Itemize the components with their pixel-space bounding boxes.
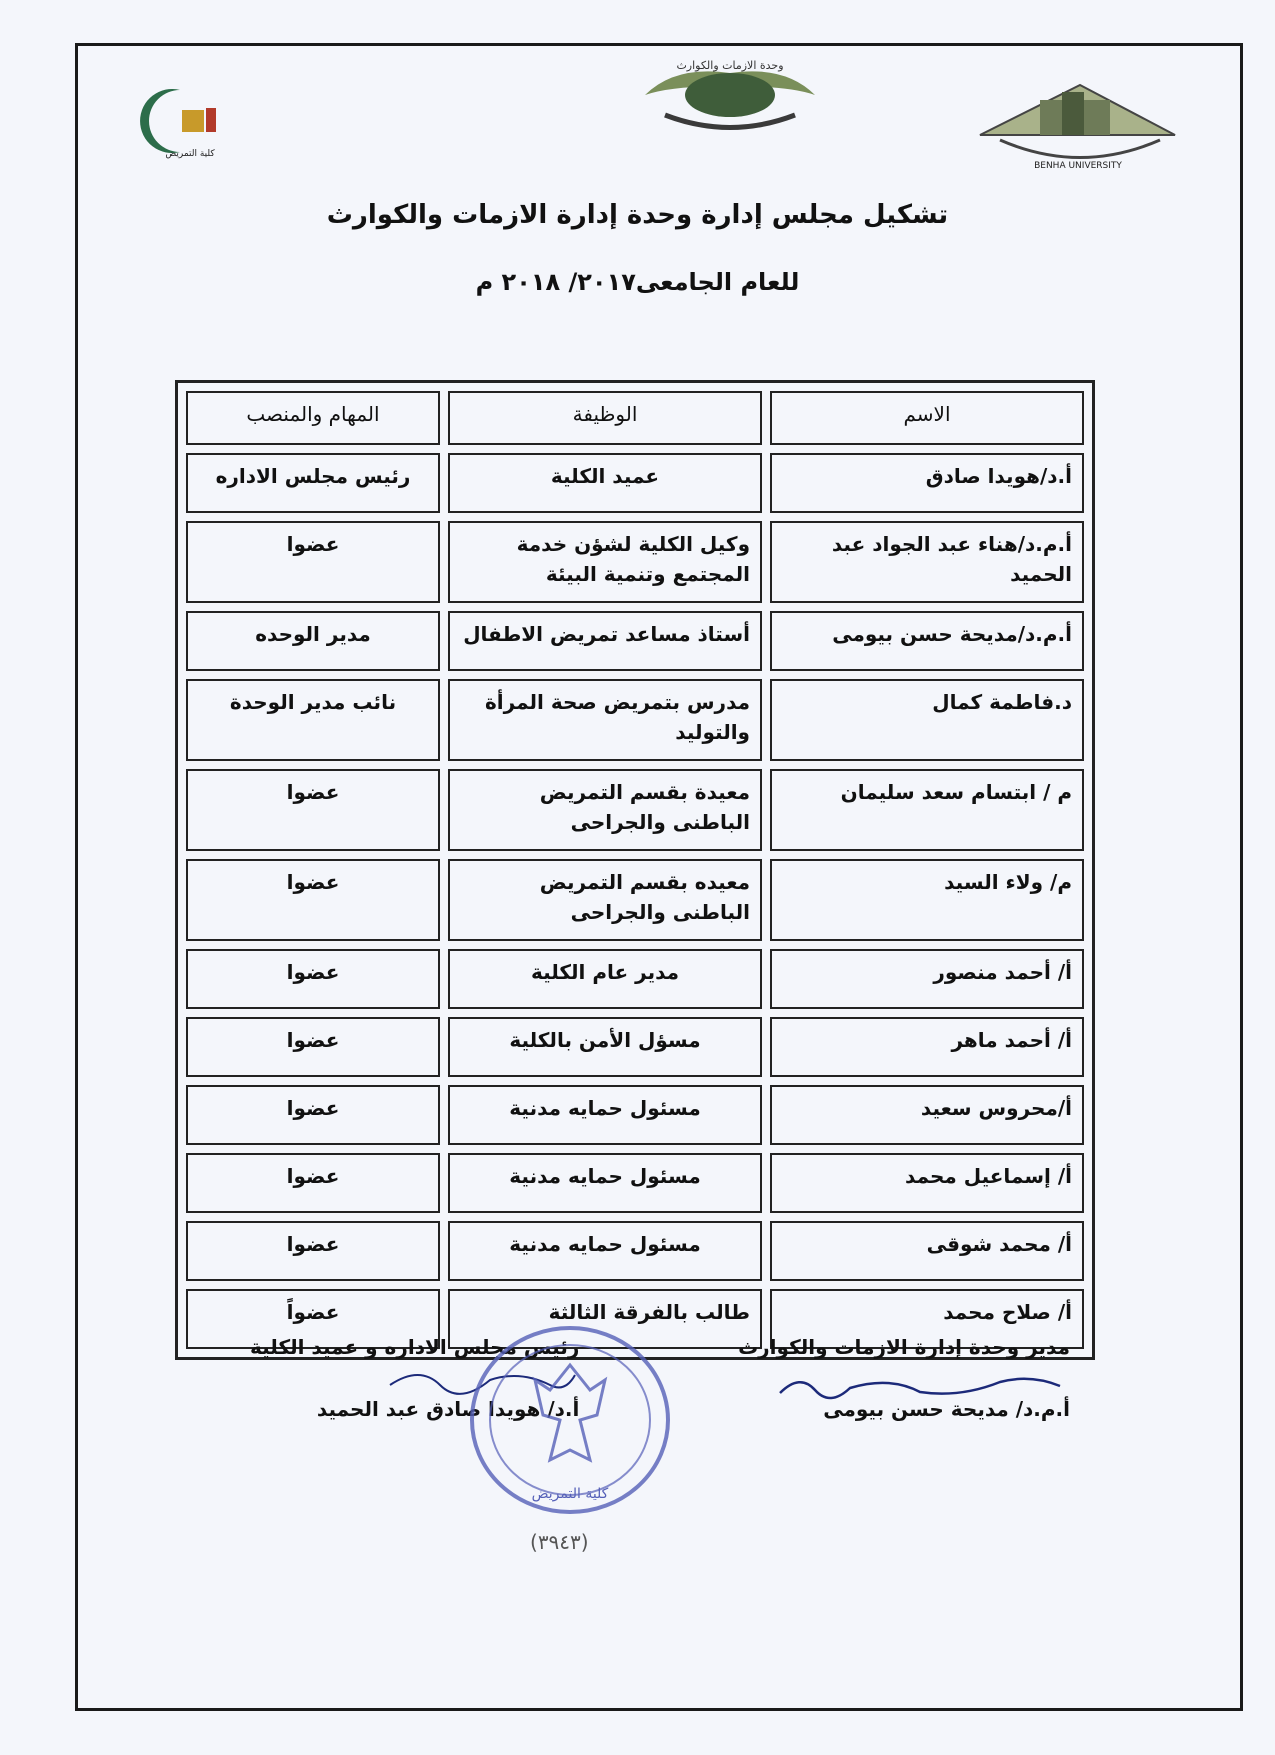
handwritten-signature-right [770,1368,1070,1408]
table-row [186,1085,1084,1145]
cell-role: عضوا [186,1085,440,1145]
cell-name: أ/محروس سعيد [770,1085,1084,1145]
table-row [186,521,1084,603]
cell-role: عضوا [186,949,440,1009]
cell-name: د.فاطمة كمال [770,679,1084,761]
cell-name: أ.م.د/مديحة حسن بيومى [770,611,1084,671]
cell-role: مدير الوحده [186,611,440,671]
cell-job: معيده بقسم التمريض الباطنى والجراحى [448,859,762,941]
table-row [186,1221,1084,1281]
signature-title: رئيس مجلس الاداره و عميد الكلية [250,1335,580,1359]
cell-job: وكيل الكلية لشؤن خدمة المجتمع وتنمية البيئة [448,521,762,603]
header-job: الوظيفة [448,391,762,445]
cell-job: طالب بالفرقة الثالثة [448,1289,762,1349]
cell-job: مسئول حمايه مدنية [448,1085,762,1145]
header-role: المهام والمنصب [186,391,440,445]
cell-job: مسئول حمايه مدنية [448,1153,762,1213]
svg-text:BENHA UNIVERSITY: BENHA UNIVERSITY [1034,161,1122,171]
table-row [186,769,1084,851]
cell-job: مدير عام الكلية [448,949,762,1009]
cell-role: عضوا [186,1017,440,1077]
benha-university-logo-icon [970,70,1185,180]
cell-name: أ.د/هويدا صادق [770,453,1084,513]
table-row [186,453,1084,513]
table-row [186,611,1084,671]
crisis-unit-logo-icon [605,55,855,140]
cell-role: نائب مدير الوحدة [186,679,440,761]
cell-job: معيدة بقسم التمريض الباطنى والجراحى [448,769,762,851]
table-row [186,859,1084,941]
cell-name: أ.م.د/هناء عبد الجواد عبد الحميد [770,521,1084,603]
cell-name: أ/ محمد شوقى [770,1221,1084,1281]
cell-role: عضوا [186,521,440,603]
cell-name: م / ابتسام سعد سليمان [770,769,1084,851]
svg-text:كلية التمريض: كلية التمريض [165,149,215,159]
cell-job: مدرس بتمريض صحة المرأة والتوليد [448,679,762,761]
cell-role: عضوا [186,1153,440,1213]
cell-job: مسئول حمايه مدنية [448,1221,762,1281]
eagle-seal-stamp-icon [465,1320,675,1520]
cell-name: أ/ صلاح محمد [770,1289,1084,1349]
signature-name: أ.د/ هويدا صادق عبد الحميد [316,1397,580,1421]
document-title: تشكيل مجلس إدارة وحدة إدارة الازمات والكوارث [326,200,949,230]
handwritten-note: (٣٩٤٣) [530,1530,589,1554]
stamp-text: كلية التمريض [531,1486,609,1502]
table-row [186,1153,1084,1213]
cell-name: أ/ أحمد ماهر [770,1017,1084,1077]
header-name: الاسم [770,391,1084,445]
signature-title: مدير وحدة إدارة الازمات والكوارث [738,1335,1070,1359]
cell-name: أ/ أحمد منصور [770,949,1084,1009]
cell-job: مسؤل الأمن بالكلية [448,1017,762,1077]
cell-role: رئيس مجلس الاداره [186,453,440,513]
cell-role: عضوا [186,769,440,851]
cell-name: م/ ولاء السيد [770,859,1084,941]
cell-job: أستاذ مساعد تمريض الاطفال [448,611,762,671]
table-row [186,949,1084,1009]
table-row [186,1017,1084,1077]
table-header-row [186,391,1084,445]
svg-text:وحدة الازمات والكوارث: وحدة الازمات والكوارث [676,59,784,72]
table-row [186,679,1084,761]
cell-name: أ/ إسماعيل محمد [770,1153,1084,1213]
academic-year: للعام الجامعى٢٠١٧/ ٢٠١٨ م [475,268,800,296]
nursing-faculty-logo-icon [120,80,260,160]
cell-role: عضوا [186,859,440,941]
cell-role: عضواً [186,1289,440,1349]
cell-job: عميد الكلية [448,453,762,513]
cell-role: عضوا [186,1221,440,1281]
members-table [175,380,1095,1360]
signature-name: أ.م.د/ مديحة حسن بيومى [823,1397,1070,1421]
